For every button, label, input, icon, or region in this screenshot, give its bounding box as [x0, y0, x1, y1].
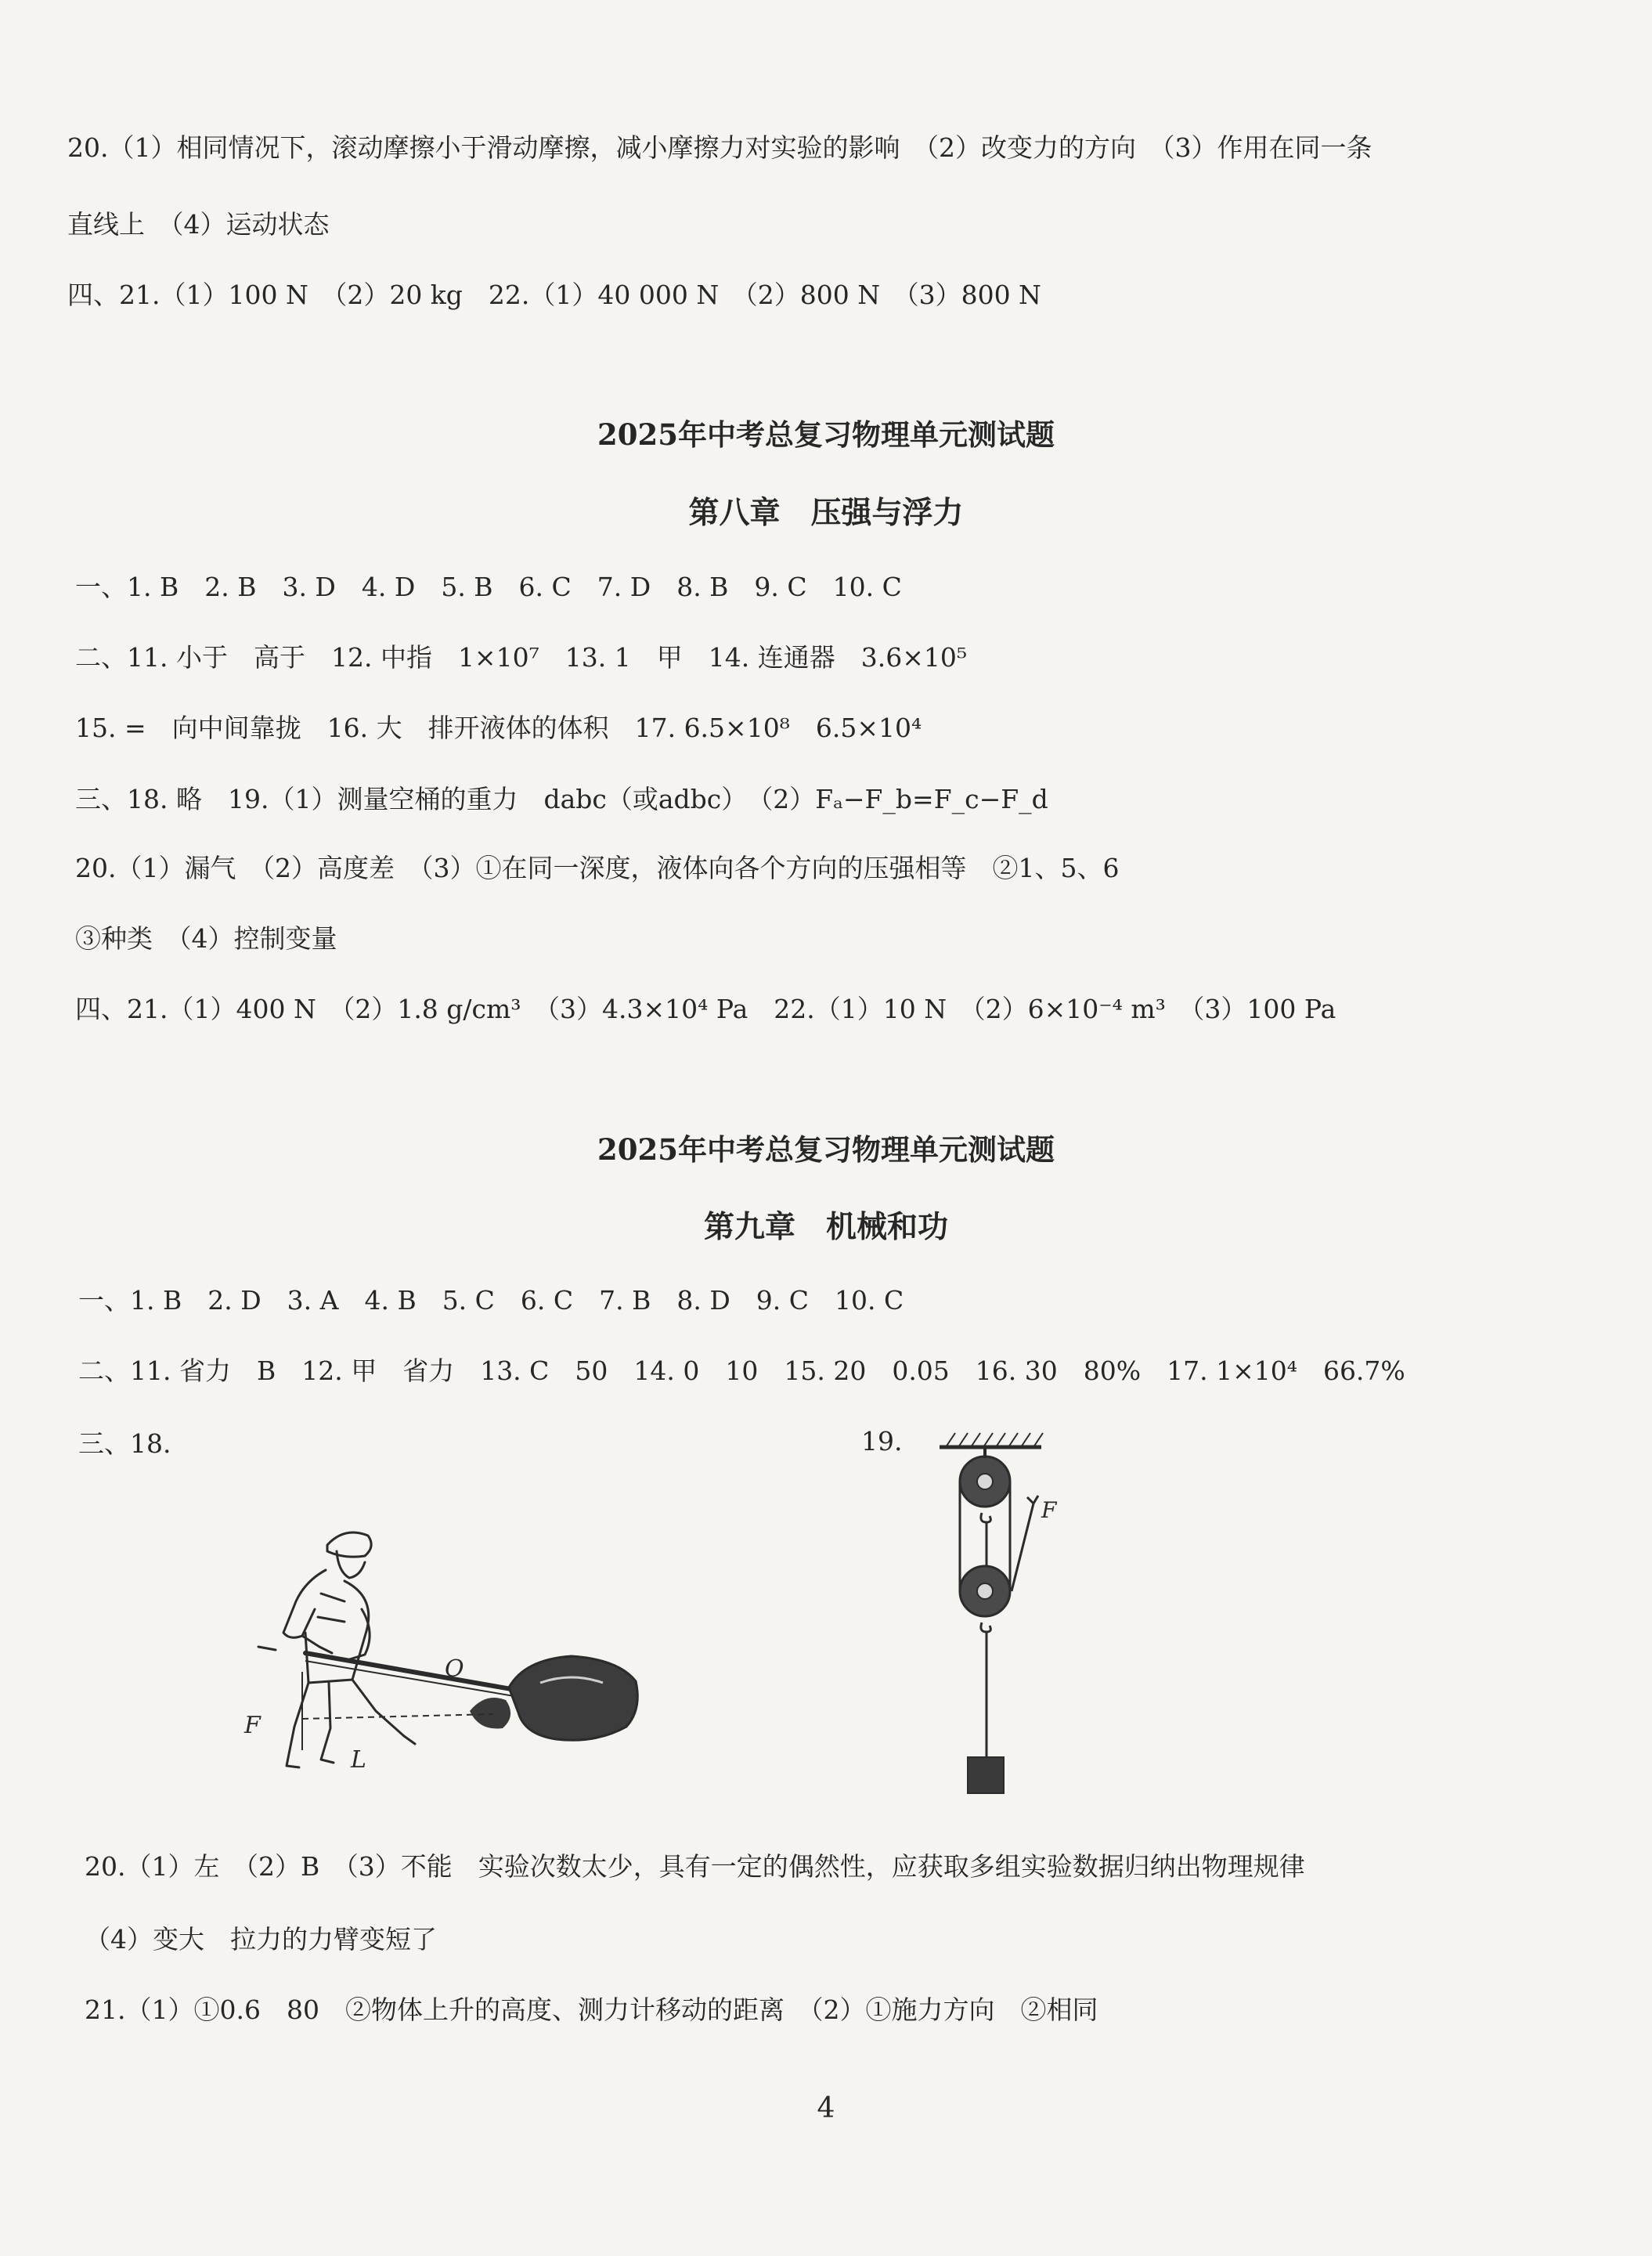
ch8-answer-line-4: 三、18. 略 19.（1）测量空桶的重力 dabc（或adbc） （2）Fₐ−F_b=F_c−F_d [75, 784, 1048, 814]
fig18-label-f: F [244, 1712, 261, 1739]
ch9-after-line-2: （4）变大 拉力的力臂变短了 [85, 1924, 437, 1955]
ch8-answer-line-5: 20.（1）漏气 （2）高度差 （3）①在同一深度，液体向各个方向的压强相等 ②1、5、6 [75, 853, 1120, 883]
pulley-system-figure [924, 1425, 1112, 1809]
ch9-answer-line-1: 一、1. B 2. D 3. A 4. B 5. C 6. C 7. B 8. D 9. C 10. C [78, 1285, 904, 1316]
chapter8-subtitle: 第八章 压强与浮力 [688, 495, 964, 531]
chapter9-subtitle: 第九章 机械和功 [703, 1209, 948, 1245]
fig18-label-l: L [351, 1746, 366, 1774]
answer-line-top-1: 20.（1）相同情况下，滚动摩擦小于滑动摩擦，减小摩擦力对实验的影响 （2）改变力的方向 （3）作用在同一条 [67, 132, 1372, 163]
fig19-label-f: F [1041, 1497, 1057, 1523]
page-number: 4 [817, 2092, 835, 2124]
ch8-answer-line-3: 15. = 向中间靠拢 16. 大 排开液体的体积 17. 6.5×10⁸ 6.5×10⁴ [75, 713, 922, 743]
q18-label: 三、18. [78, 1428, 171, 1459]
hanging-weight [968, 1757, 1004, 1793]
answer-line-top-2: 直线上 （4）运动状态 [67, 209, 330, 240]
ch9-answer-line-2: 二、11. 省力 B 12. 甲 省力 13. C 50 14. 0 10 15. 20 0.05 16. 30 80% 17. 1×10⁴ 66.7% [78, 1355, 1405, 1386]
chapter8-title: 2025年中考总复习物理单元测试题 [597, 417, 1055, 452]
ch9-after-line-3: 21.（1）①0.6 80 ②物体上升的高度、测力计移动的距离 （2）①施力方向 ②相同 [85, 1994, 1098, 2025]
lever-worker-figure [227, 1515, 650, 1781]
ch8-answer-line-2: 二、11. 小于 高于 12. 中指 1×10⁷ 13. 1 甲 14. 连通器 3.6×10⁵ [75, 642, 968, 673]
ch9-after-line-1: 20.（1）左 （2）B （3）不能 实验次数太少，具有一定的偶然性，应获取多组实验数据归纳出物理规律 [85, 1851, 1305, 1882]
answer-line-top-3: 四、21.（1）100 N （2）20 kg 22.（1）40 000 N （2）800 N （3）800 N [67, 280, 1041, 310]
fig18-label-o: O [445, 1655, 464, 1683]
ch8-answer-line-6: ③种类 （4）控制变量 [75, 923, 337, 954]
q19-label: 19. [861, 1426, 903, 1456]
force-arrow [1027, 1496, 1038, 1503]
ch8-answer-line-7: 四、21.（1）400 N （2）1.8 g/cm³ （3）4.3×10⁴ Pa 22.（1）10 N （2）6×10⁻⁴ m³ （3）100 Pa [75, 994, 1336, 1024]
ch8-answer-line-1: 一、1. B 2. B 3. D 4. D 5. B 6. C 7. D 8. B 9. C 10. C [75, 572, 902, 602]
chapter9-title: 2025年中考总复习物理单元测试题 [597, 1132, 1055, 1167]
